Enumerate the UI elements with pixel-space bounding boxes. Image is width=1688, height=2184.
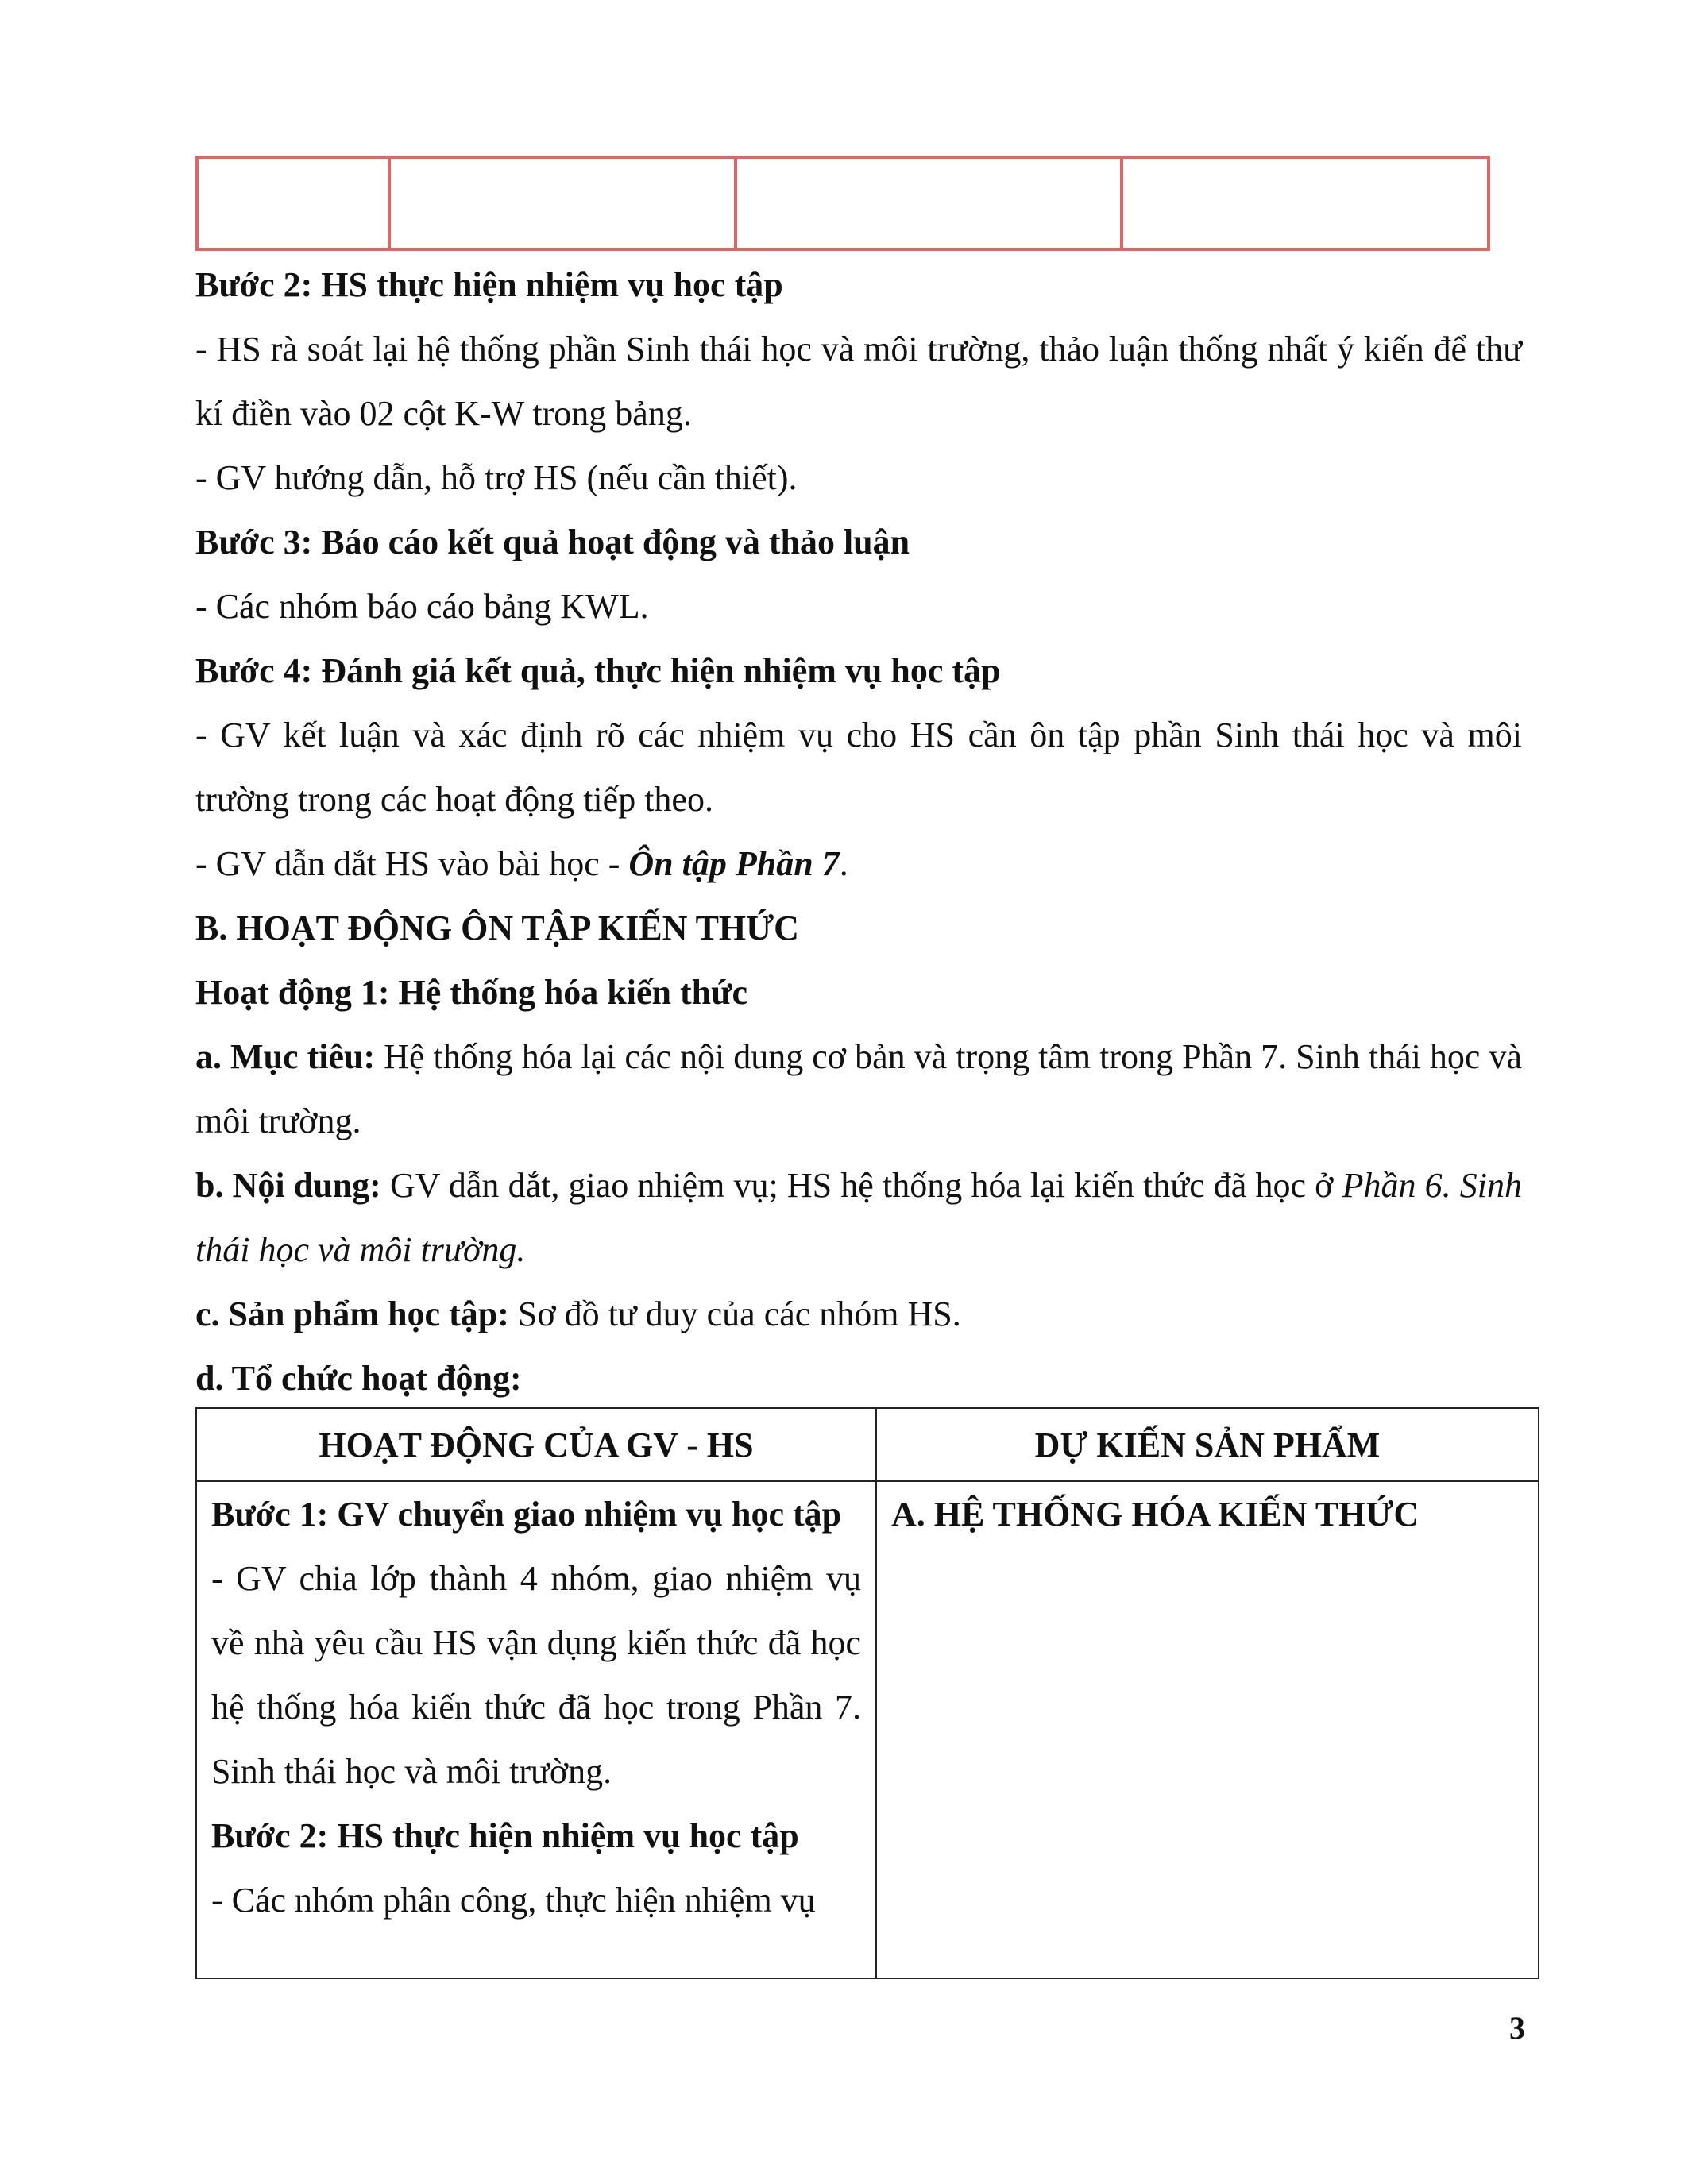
activity-table bbox=[195, 1407, 1539, 1979]
right-heading: A. HỆ THỐNG HÓA KIẾN THỨC bbox=[891, 1495, 1420, 1534]
table-cell bbox=[1122, 157, 1489, 249]
step3-line1: - Các nhóm báo cáo bảng KWL. bbox=[195, 587, 649, 626]
product: c. Sản phẩm học tập: Sơ đồ tư duy của các nhóm HS. bbox=[195, 1295, 961, 1333]
table-cell bbox=[389, 157, 736, 249]
step2-line2: - GV hướng dẫn, hỗ trợ HS (nếu cần thiết). bbox=[195, 458, 798, 497]
step2-heading: Bước 2: HS thực hiện nhiệm vụ học tập bbox=[195, 265, 783, 304]
left-step2-text: - Các nhóm phân công, thực hiện nhiệm vụ bbox=[211, 1881, 816, 1920]
left-cell bbox=[196, 1481, 876, 1978]
section-b-heading: B. HOẠT ĐỘNG ÔN TẬP KIẾN THỨC bbox=[195, 909, 799, 947]
table-row bbox=[196, 1481, 1539, 1978]
step4-heading: Bước 4: Đánh giá kết quả, thực hiện nhiệm vụ học tập bbox=[195, 651, 1001, 690]
table-cell bbox=[197, 157, 389, 249]
step4-line1: - GV kết luận và xác định rõ các nhiệm vụ cho HS cần ôn tập phần Sinh thái học và môi trường trong các hoạt động tiếp theo. bbox=[195, 716, 1522, 819]
table-cell bbox=[736, 157, 1122, 249]
lead-in: - GV dẫn dắt HS vào bài học - Ôn tập Phần 7. bbox=[195, 844, 848, 883]
body-text bbox=[195, 253, 1522, 1410]
header-right: DỰ KIẾN SẢN PHẨM bbox=[876, 1408, 1539, 1481]
header-left: HOẠT ĐỘNG CỦA GV - HS bbox=[196, 1408, 876, 1481]
left-step1-text: - GV chia lớp thành 4 nhóm, giao nhiệm vụ về nhà yêu cầu HS vận dụng kiến thức đã học hệ thống hóa kiến thức đã học trong Phần 7. Sinh thái học và môi trường. bbox=[211, 1559, 861, 1791]
right-cell bbox=[876, 1481, 1539, 1978]
objective: a. Mục tiêu: Hệ thống hóa lại các nội dung cơ bản và trọng tâm trong Phần 7. Sinh thái học và môi trường. bbox=[195, 1037, 1523, 1140]
left-step1-heading: Bước 1: GV chuyển giao nhiệm vụ học tập bbox=[211, 1495, 842, 1534]
kwl-table-fragment bbox=[195, 156, 1490, 251]
step2-line1: - HS rà soát lại hệ thống phần Sinh thái học và môi trường, thảo luận thống nhất ý kiến để thư kí điền vào 02 cột K-W trong bảng. bbox=[195, 330, 1522, 433]
step3-heading: Bước 3: Báo cáo kết quả hoạt động và thảo luận bbox=[195, 523, 910, 561]
left-step2-heading: Bước 2: HS thực hiện nhiệm vụ học tập bbox=[211, 1816, 799, 1855]
organization: d. Tổ chức hoạt động: bbox=[195, 1359, 522, 1398]
content: b. Nội dung: GV dẫn dắt, giao nhiệm vụ; HS hệ thống hóa lại kiến thức đã học ở Phần 6. Sinh thái học và môi trường. bbox=[195, 1166, 1522, 1269]
table-header-row bbox=[196, 1408, 1539, 1481]
page-number: 3 bbox=[1509, 2010, 1525, 2046]
activity1-title: Hoạt động 1: Hệ thống hóa kiến thức bbox=[195, 973, 748, 1012]
table-row bbox=[197, 157, 1489, 249]
